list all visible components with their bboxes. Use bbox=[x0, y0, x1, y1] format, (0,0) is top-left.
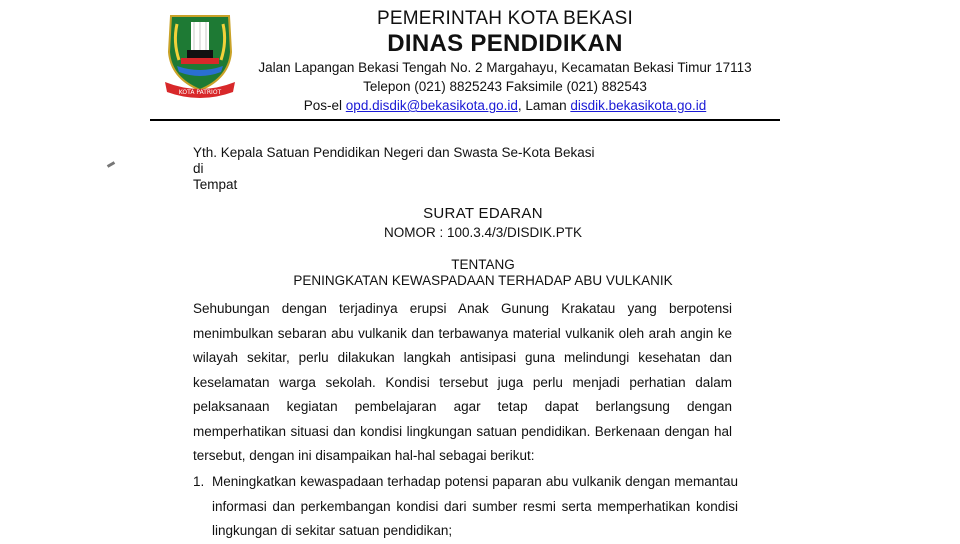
logo-text: KOTA PATRIOT bbox=[178, 89, 222, 96]
addressee-block bbox=[193, 145, 595, 193]
letter-number: NOMOR : 100.3.4/3/DISDIK.PTK bbox=[383, 225, 583, 240]
list-item-text: Meningkatkan kewaspadaan terhadap potensi paparan abu vulkanik dengan memantau informasi dan perkembangan kondisi dari sumber resmi serta memperhatikan kondisi lingkungan di sekitar satuan pendidikan; bbox=[212, 474, 738, 538]
letterhead bbox=[240, 8, 770, 115]
letterhead-divider bbox=[150, 119, 780, 121]
intro-paragraph: Sehubungan dengan terjadinya erupsi Anak Gunung Krakatau yang berpotensi menimbulkan sebaran abu vulkanik dan terbawanya material vulkanik oleh arah angin ke wilayah sekitar, perlu dilakukan langkah antisipasi guna melindungi kesehatan dan keselamatan warga sekolah. Kondisi tersebut juga perlu menjadi perhatian dalam pelaksanaan kegiatan pembelajaran agar tetap dapat berlangsung dengan memperhatikan situasi dan kondisi lingkungan satuan pendidikan. Berkenaan dengan hal tersebut, dengan ini disampaikan hal-hal sebagai berikut: bbox=[193, 301, 732, 463]
web-prefix: , Laman bbox=[517, 98, 571, 113]
list-item bbox=[193, 470, 738, 544]
email-prefix: Pos-el bbox=[303, 98, 346, 113]
addressee-line: Tempat bbox=[193, 177, 238, 192]
email-link[interactable]: opd.disdik@bekasikota.go.id bbox=[345, 98, 518, 113]
list-item-number: 1. bbox=[193, 474, 205, 489]
letter-subject: PENINGKATAN KEWASPADAAN TERHADAP ABU VULKANIK bbox=[293, 273, 673, 288]
instruction-list bbox=[193, 470, 738, 544]
margin-mark bbox=[107, 161, 115, 168]
website-link[interactable]: disdik.bekasikota.go.id bbox=[570, 98, 707, 113]
addressee-line: di bbox=[193, 161, 204, 176]
agency-name: DINAS PENDIDIKAN bbox=[387, 30, 623, 57]
government-name: PEMERINTAH KOTA BEKASI bbox=[376, 8, 634, 29]
office-phone: Telepon (021) 8825243 Faksimile (021) 882543 bbox=[363, 79, 647, 94]
letter-type: SURAT EDARAN bbox=[423, 205, 543, 222]
city-crest-logo bbox=[163, 12, 237, 104]
addressee-line: Yth. Kepala Satuan Pendidikan Negeri dan Swasta Se-Kota Bekasi bbox=[193, 145, 595, 160]
about-label: TENTANG bbox=[451, 257, 515, 272]
contact-line bbox=[240, 96, 770, 115]
office-address: Jalan Lapangan Bekasi Tengah No. 2 Margahayu, Kecamatan Bekasi Timur 17113 bbox=[258, 60, 752, 75]
